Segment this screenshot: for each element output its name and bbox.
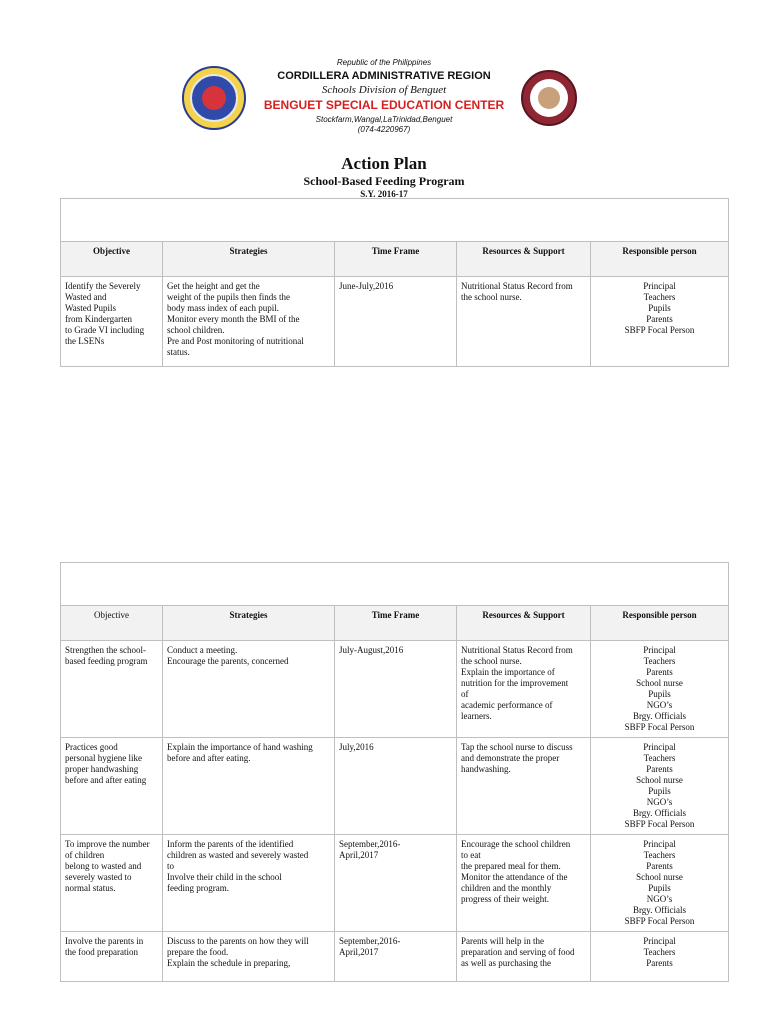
cell-line: Teachers <box>643 947 676 957</box>
strategies-cell <box>163 932 335 982</box>
school-year: S.Y. 2016-17 <box>360 189 408 199</box>
cell-line: children as wasted and severely wasted <box>167 850 309 860</box>
phone-line: (074-4220967) <box>357 125 411 134</box>
cell-line: Parents <box>646 958 673 968</box>
cell-line: Pupils <box>648 303 671 313</box>
cell-line: Teachers <box>643 292 676 302</box>
cell-line: Monitor every month the BMI of the <box>167 314 300 324</box>
cell-line: based feeding program <box>65 656 148 666</box>
cell-line: Discuss to the parents on how they will <box>167 936 309 946</box>
school-name: BENGUET SPECIAL EDUCATION CENTER <box>263 98 505 112</box>
column-header-resources: Resources & Support <box>457 606 591 641</box>
cell-line: Pupils <box>648 883 671 893</box>
cell-line: Encourage the school children <box>461 839 571 849</box>
cell-line: NGO’s <box>646 700 673 710</box>
objective-cell <box>61 277 163 367</box>
responsible-cell <box>591 835 729 932</box>
cell-line: belong to wasted and <box>65 861 142 871</box>
cell-line: Brgy. Officials <box>632 905 687 915</box>
cell-line: To improve the number <box>65 839 150 849</box>
cell-line: Wasted and <box>65 292 107 302</box>
cell-line: Principal <box>643 281 676 291</box>
resources-cell <box>457 641 591 738</box>
responsible-cell <box>591 932 729 982</box>
document-subtitle: School-Based Feeding Program <box>303 174 465 188</box>
cell-line: children and the monthly <box>461 883 552 893</box>
responsible-cell <box>591 738 729 835</box>
cell-line: the school nurse. <box>461 292 522 302</box>
cell-line: July-August,2016 <box>339 645 404 655</box>
cell-line: Principal <box>643 936 676 946</box>
cell-line: progress of their weight. <box>461 894 549 904</box>
objective-cell <box>61 835 163 932</box>
responsible-cell <box>591 277 729 367</box>
cell-line: the LSENs <box>65 336 105 346</box>
cell-line: September,2016- <box>339 839 401 849</box>
cell-line: SBFP Focal Person <box>624 722 695 732</box>
cell-line: Pupils <box>648 786 671 796</box>
time-frame-cell <box>335 738 457 835</box>
time-frame-cell <box>335 277 457 367</box>
cell-line: Involve their child in the school <box>167 872 282 882</box>
cell-line: Explain the importance of <box>461 667 555 677</box>
cell-line: Pupils <box>648 689 671 699</box>
strategies-cell <box>163 738 335 835</box>
cell-line: from Kindergarten <box>65 314 133 324</box>
cell-line: Explain the importance of hand washing <box>167 742 313 752</box>
cell-line: of children <box>65 850 105 860</box>
cell-line: Parents will help in the <box>461 936 544 946</box>
strategies-cell <box>163 277 335 367</box>
address-line: Stockfarm,Wangal,LaTrinidad,Benguet <box>315 115 453 124</box>
cell-line: body mass index of each pupil. <box>167 303 279 313</box>
cell-line: Encourage the parents, concerned <box>167 656 289 666</box>
cell-line: Parents <box>646 667 673 677</box>
table-blank-row <box>61 199 729 242</box>
cell-line: Identify the Severely <box>65 281 141 291</box>
cell-line: Nutritional Status Record from <box>461 281 573 291</box>
resources-cell <box>457 277 591 367</box>
strategies-cell <box>163 835 335 932</box>
letterhead <box>0 0 768 150</box>
cell-line: the prepared meal for them. <box>461 861 561 871</box>
cell-line: April,2017 <box>339 947 379 957</box>
cell-line: to <box>167 861 175 871</box>
action-plan-table-1 <box>60 198 729 367</box>
cell-line: Principal <box>643 839 676 849</box>
objective-cell <box>61 641 163 738</box>
column-header-resources: Resources & Support <box>457 242 591 277</box>
table-row <box>61 932 729 982</box>
responsible-cell <box>591 641 729 738</box>
cell-line: to eat <box>461 850 481 860</box>
cell-line: July,2016 <box>339 742 374 752</box>
cell-line: Monitor the attendance of the <box>461 872 568 882</box>
cell-line: proper handwashing <box>65 764 139 774</box>
cell-line: Explain the schedule in preparing, <box>167 958 291 968</box>
column-header-responsible: Responsible person <box>591 606 729 641</box>
cell-line: Teachers <box>643 850 676 860</box>
cell-line: nutrition for the improvement <box>461 678 569 688</box>
cell-line: weight of the pupils then finds the <box>167 292 290 302</box>
time-frame-cell <box>335 835 457 932</box>
objective-cell <box>61 738 163 835</box>
cell-line: Inform the parents of the identified <box>167 839 294 849</box>
cell-line: School nurse <box>636 872 683 882</box>
cell-line: of <box>461 689 469 699</box>
cell-line: School nurse <box>636 775 683 785</box>
cell-line: as well as purchasing the <box>461 958 551 968</box>
cell-line: Parents <box>646 764 673 774</box>
division-line: Schools Division of Benguet <box>321 84 447 96</box>
resources-cell <box>457 738 591 835</box>
cell-line: Principal <box>643 742 676 752</box>
cell-line: Strengthen the school- <box>65 645 146 655</box>
cell-line: Parents <box>646 861 673 871</box>
cell-line: NGO’s <box>646 894 673 904</box>
cell-line: before and after eating. <box>167 753 251 763</box>
cell-line: Involve the parents in <box>65 936 144 946</box>
cell-line: feeding program. <box>167 883 229 893</box>
resources-cell <box>457 932 591 982</box>
table-row <box>61 641 729 738</box>
cell-line: Brgy. Officials <box>632 711 687 721</box>
republic-line: Republic of the Philippines <box>336 58 432 67</box>
table-row <box>61 738 729 835</box>
objective-cell <box>61 932 163 982</box>
column-header-time-frame: Time Frame <box>335 242 457 277</box>
action-plan-table-2 <box>60 562 729 982</box>
cell-line: Conduct a meeting. <box>167 645 238 655</box>
strategies-cell <box>163 641 335 738</box>
time-frame-cell <box>335 641 457 738</box>
cell-line: Teachers <box>643 656 676 666</box>
table-header-row <box>61 242 729 277</box>
cell-line: April,2017 <box>339 850 379 860</box>
cell-line: and demonstrate the proper <box>461 753 560 763</box>
cell-line: the school nurse. <box>461 656 522 666</box>
cell-line: to Grade VI including <box>65 325 145 335</box>
cell-line: Parents <box>646 314 673 324</box>
column-header-objective: Objective <box>61 242 163 277</box>
cell-line: SBFP Focal Person <box>624 916 695 926</box>
cell-line: SBFP Focal Person <box>624 325 695 335</box>
cell-line: before and after eating <box>65 775 147 785</box>
table-blank-row <box>61 563 729 606</box>
cell-line: SBFP Focal Person <box>624 819 695 829</box>
cell-line: preparation and serving of food <box>461 947 575 957</box>
cell-line: June-July,2016 <box>339 281 394 291</box>
cell-line: September,2016- <box>339 936 401 946</box>
document-title: Action Plan <box>341 154 427 173</box>
cell-line: Get the height and get the <box>167 281 260 291</box>
cell-line: personal hygiene like <box>65 753 142 763</box>
cell-line: Nutritional Status Record from <box>461 645 573 655</box>
column-header-strategies: Strategies <box>163 606 335 641</box>
cell-line: Teachers <box>643 753 676 763</box>
table-header-row <box>61 606 729 641</box>
cell-line: the food preparation <box>65 947 138 957</box>
cell-line: academic performance of <box>461 700 553 710</box>
table-row <box>61 277 729 367</box>
time-frame-cell <box>335 932 457 982</box>
column-header-responsible: Responsible person <box>591 242 729 277</box>
cell-line: status. <box>167 347 190 357</box>
cell-line: severely wasted to <box>65 872 132 882</box>
cell-line: school children. <box>167 325 225 335</box>
column-header-strategies: Strategies <box>163 242 335 277</box>
cell-line: Principal <box>643 645 676 655</box>
cell-line: NGO’s <box>646 797 673 807</box>
cell-line: Practices good <box>65 742 118 752</box>
resources-cell <box>457 835 591 932</box>
cell-line: Brgy. Officials <box>632 808 687 818</box>
column-header-objective: Objective <box>61 606 163 641</box>
region-line: CORDILLERA ADMINISTRATIVE REGION <box>277 70 491 82</box>
cell-line: handwashing. <box>461 764 511 774</box>
cell-line: Pre and Post monitoring of nutritional <box>167 336 304 346</box>
cell-line: Tap the school nurse to discuss <box>461 742 573 752</box>
cell-line: prepare the food. <box>167 947 229 957</box>
cell-line: normal status. <box>65 883 116 893</box>
cell-line: learners. <box>461 711 492 721</box>
table-row <box>61 835 729 932</box>
cell-line: School nurse <box>636 678 683 688</box>
cell-line: Wasted Pupils <box>65 303 117 313</box>
column-header-time-frame: Time Frame <box>335 606 457 641</box>
